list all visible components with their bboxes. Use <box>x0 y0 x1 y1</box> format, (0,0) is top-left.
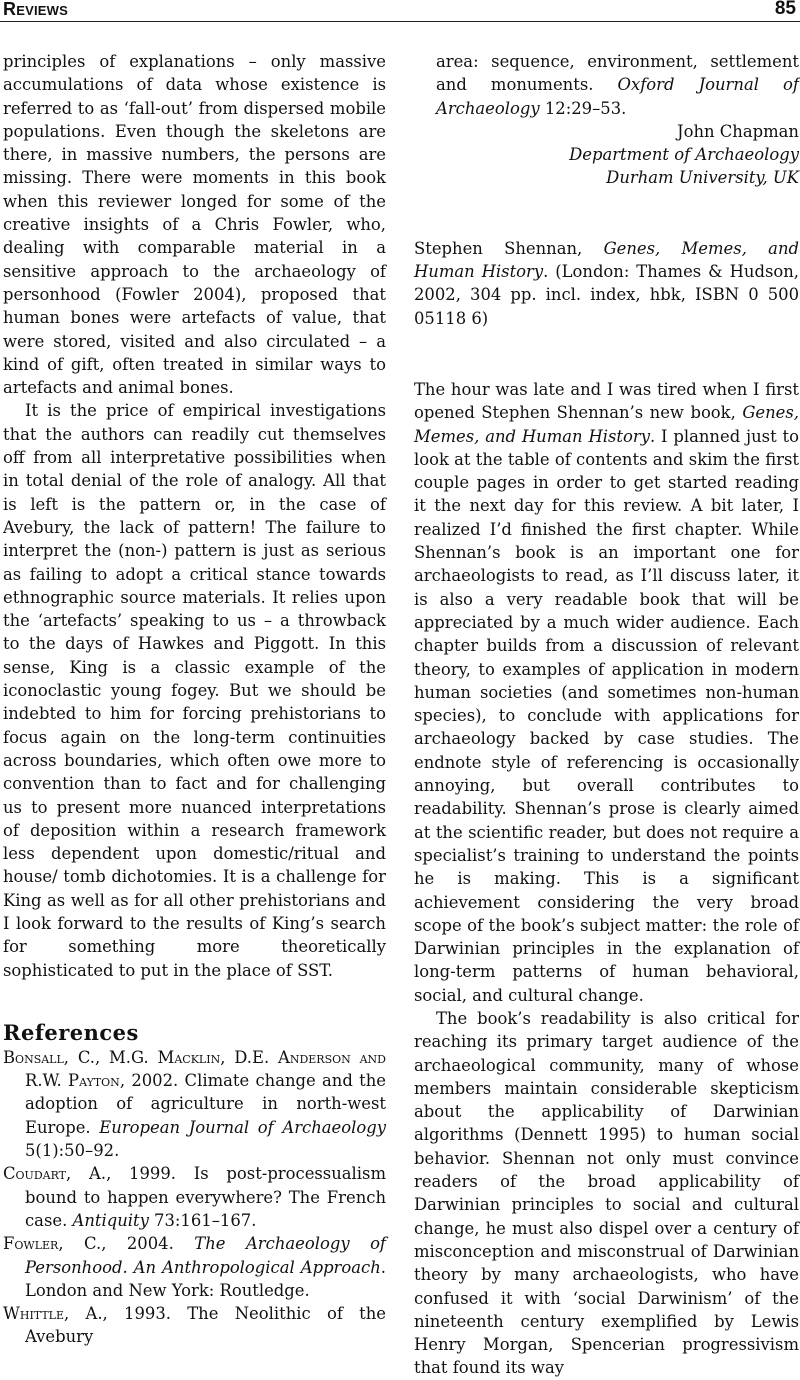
review-paragraph: The book’s readability is also critical for reaching its primary target audience of the archaeological community, many of whose members maintain considerable skepticism about the applicability of Darwinian algorithms (Dennett 1995) to human social behavior. Shennan not only must convince readers of the broad applicability of Darwinian principles to social and cultural change, he must also dispel over a century of misconception and misconstrual of Darwinian theory by many archaeologists, who have confused it with ‘social Darwinism’ of the nineteenth century exemplified by Lewis Henry Morgan, Spencerian progressivism that found its way <box>414 1008 799 1378</box>
ref-authors: Fowler, C. <box>3 1234 102 1254</box>
page-number: 85 <box>774 0 796 19</box>
ref-authors: Whittle, A. <box>3 1304 103 1324</box>
reviewer-department: Department of Archaeology <box>569 145 799 165</box>
reference-entry: Coudart, A., 1999. Is post-processualism bound to happen everywhere? The French case. Antiquity 73:161–167. <box>3 1164 386 1230</box>
reference-entry: Bonsall, C., M.G. Macklin, D.E. Anderson and R.W. Payton, 2002. Climate change and the adoption of agriculture in north-west Europe. European Journal of Archaeology 5(1):50–92. <box>3 1047 386 1161</box>
left-column <box>3 50 386 1349</box>
section-name: Reviews <box>3 0 68 19</box>
running-header <box>0 0 800 22</box>
body-paragraph: It is the price of empirical investigations that the authors can readily cut themselves off from all interpretative possibilities when in total denial of the role of analogy. All that is left is the pattern or, in the case of Avebury, the lack of pattern! The failure to interpret the (non-) pattern is just as serious as failing to adopt a critical stance towards ethnographic source materials. It relies upon the ‘artefacts’ speaking to us – a throwback to the days of Hawkes and Piggott. In this sense, King is a classic example of the iconoclastic young fogey. But we should be indebted to him for forcing prehistorians to focus again on the long-term continuities across boundaries, which often owe more to convention than to fact and for challenging us to present more nuanced interpretations of deposition within a research framework less dependent upon domestic/ritual and house/ tomb dichotomies. It is a challenge for King as well as for all other prehistorians and I look forward to the results of King’s search for something more theoretically sophisticated to put in the place of SST. <box>3 401 386 980</box>
ref-authors: Bonsall, C., M.G. Macklin, D.E. Anderson and R.W. Payton <box>3 1047 386 1091</box>
reference-entry: Whittle, A., 1993. The Neolithic of the Avebury <box>3 1304 387 1347</box>
reference-entry: Fowler, C., 2004. The Archaeology of Personhood. An Anthropological Approach. London and New York: Routledge. <box>3 1234 387 1300</box>
book-title-inline: Genes, Memes, and Human History <box>414 403 799 446</box>
right-column <box>414 50 799 1380</box>
ref-journal: Antiquity <box>72 1210 149 1230</box>
reference-continuation: area: sequence, environment, settlement and monuments. Oxford Journal of Archaeology 12:29–53. <box>436 52 799 118</box>
ref-authors: Coudart, A. <box>3 1164 107 1184</box>
body-paragraph-continued: principles of explanations – only massive accumulations of data whose existence is referred to as ‘fall-out’ from dispersed mobile populations. Even though the skeletons are there, in massive numbers, the persons are missing. There were moments in this book when this reviewer longed for some of the creative insights of a Chris Fowler, who, dealing with comparable material in a sensitive approach to the archaeology of personhood (Fowler 2004), proposed that human bones were artefacts of value, that were stored, visited and also circulated – a kind of gift, often treated in similar ways to artefacts and animal bones. <box>3 52 386 398</box>
ref-title: The Archaeology of Personhood. An Anthropological Approach <box>25 1234 387 1277</box>
review-paragraph: The hour was late and I was tired when I first opened Stephen Shennan’s new book, Genes, Memes, and Human History. I planned just to look at the table of contents and skim the first couple pages in order to get started reading it the next day for this review. A bit later, I realized I’d finished the first chapter. While Shennan’s book is an important one for archaeologists to read, as I’ll discuss later, it is also a very readable book that will be appreciated by a much wider audience. Each chapter builds from a discussion of relevant theory, to examples of application in modern human societies (and sometimes non-human species), to conclude with applications for archaeology backed by case studies. The endnote style of referencing is occasionally annoying, but overall contributes to readability. Shennan’s prose is clearly aimed at the scientific reader, but does not require a specialist’s training to understand the points he is making. This is a significant achievement considering the very broad scope of the book’s subject matter: the role of Darwinian principles in the explanation of long-term patterns of human behavioral, social, and cultural change. <box>414 379 799 1005</box>
references-heading: References <box>3 1019 139 1045</box>
reviewer-university: Durham University, UK <box>606 168 799 188</box>
book-citation: Stephen Shennan, Genes, Memes, and Human History. (London: Thames & Hudson, 2002, 304 pp. incl. index, hbk, ISBN 0 500 05118 6) <box>414 238 799 328</box>
ref-journal: Oxford Journal of Archaeology <box>436 75 799 118</box>
book-title: Genes, Memes, and Human History <box>414 238 799 282</box>
ref-journal: European Journal of Archaeology <box>99 1117 386 1137</box>
reviewer-name: John Chapman <box>677 121 799 141</box>
